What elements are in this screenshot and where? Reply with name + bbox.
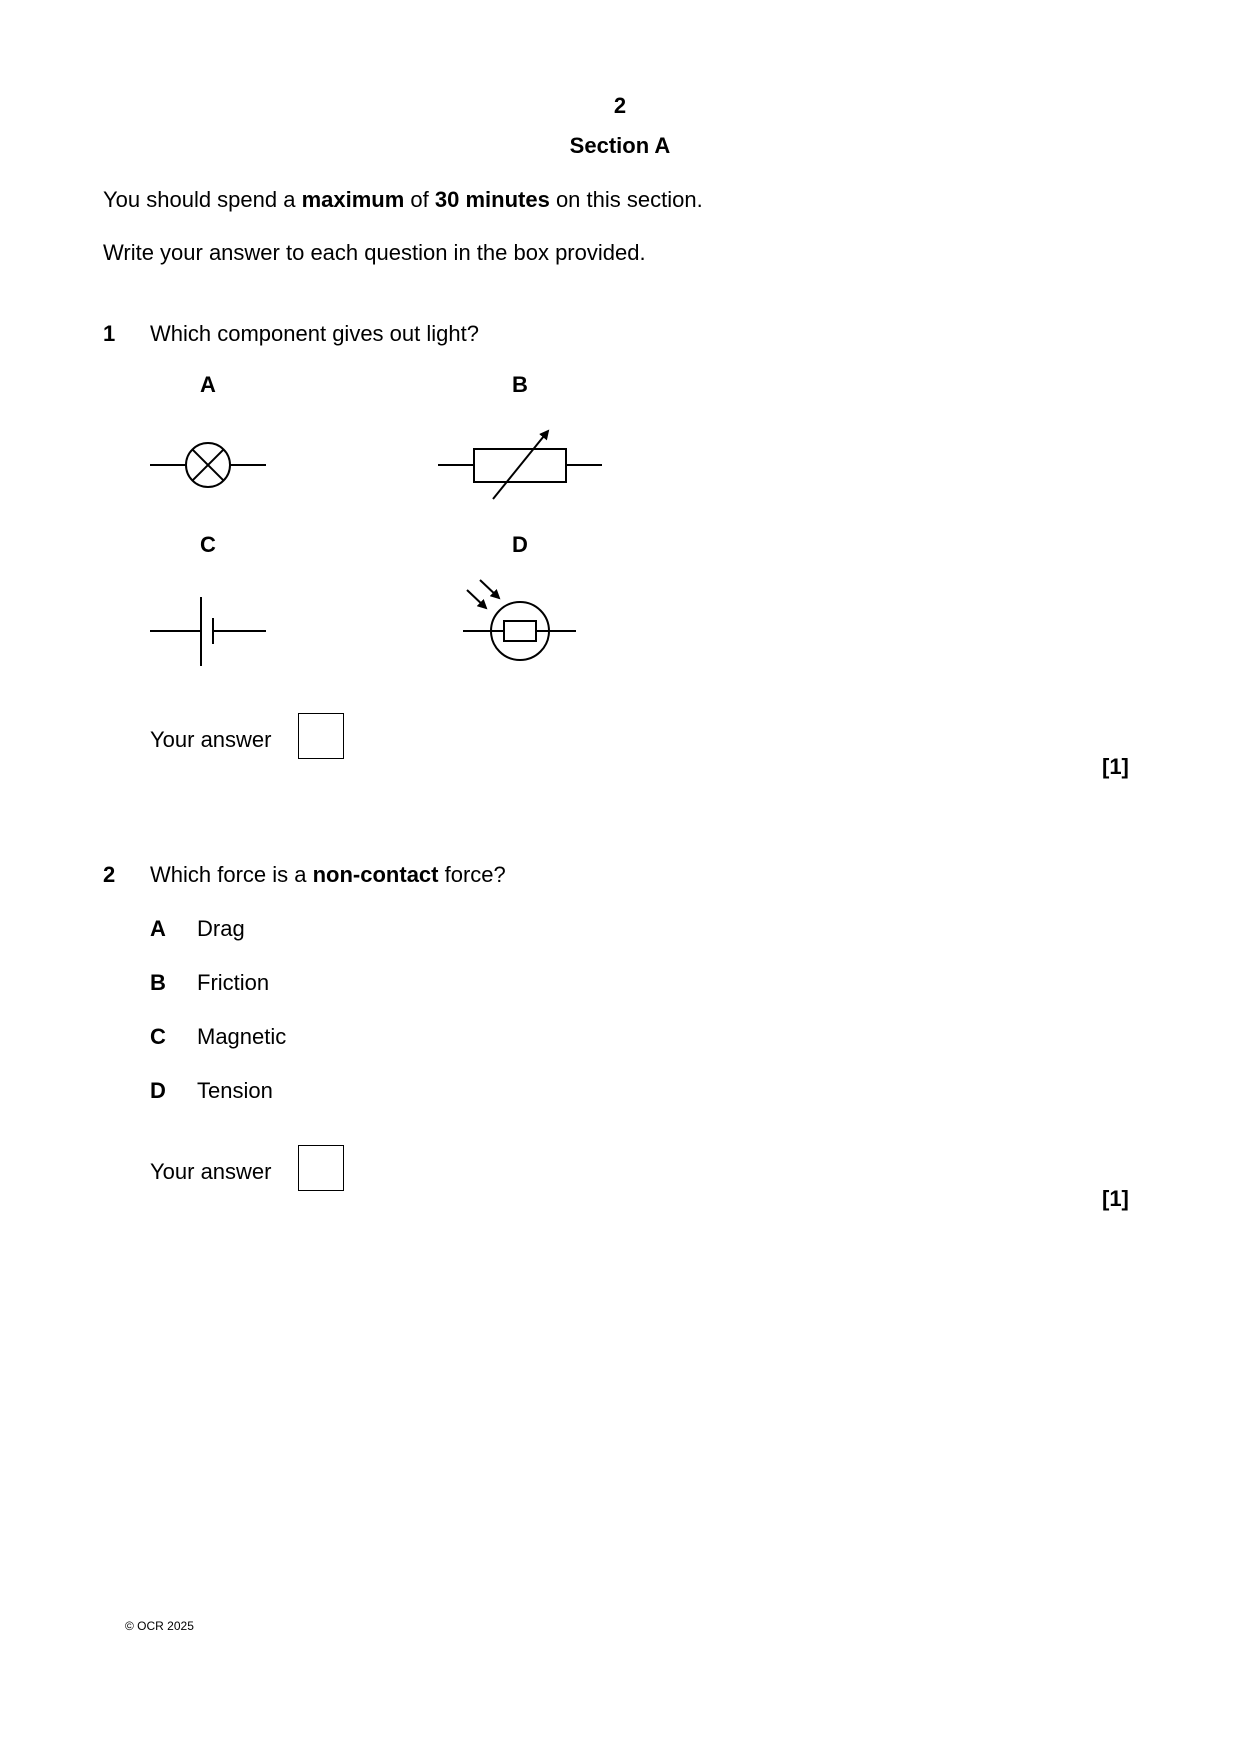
answer-label: Your answer <box>150 727 272 752</box>
option-letter: C <box>200 532 216 557</box>
question-number: 1 <box>103 321 116 346</box>
option-letter: B <box>512 372 528 397</box>
question-text: Which component gives out light? <box>150 321 479 346</box>
answer-box[interactable] <box>298 1145 344 1191</box>
question-number: 2 <box>103 862 116 887</box>
cell-symbol <box>150 597 266 666</box>
question-text-part: Which force is a <box>150 862 313 887</box>
option-letter: C <box>150 1024 166 1049</box>
instruction-text: of <box>404 187 435 212</box>
marks: [1] <box>1102 1186 1129 1211</box>
question-emphasis: non-contact <box>312 862 439 887</box>
ldr-symbol <box>463 580 576 660</box>
answer-box[interactable] <box>298 713 344 759</box>
instruction-emphasis: 30 minutes <box>434 187 550 212</box>
instruction-emphasis: maximum <box>301 187 405 212</box>
option-text: Drag <box>197 916 245 941</box>
option-letter: B <box>150 970 166 995</box>
answer-label: Your answer <box>150 1159 272 1184</box>
instruction-answer: Write your answer to each question in the box provided. <box>103 240 646 265</box>
option-letter: A <box>150 916 166 941</box>
variable-resistor-symbol <box>438 431 602 499</box>
option-letter: A <box>200 372 216 397</box>
instruction-text: You should spend a <box>103 187 302 212</box>
question-text-part: force? <box>438 862 506 887</box>
section-title: Section A <box>569 133 671 158</box>
marks: [1] <box>1102 754 1129 779</box>
page-number: 2 <box>613 93 627 118</box>
option-letter: D <box>150 1078 166 1103</box>
option-text: Friction <box>197 970 270 995</box>
option-text: Magnetic <box>197 1024 287 1049</box>
option-letter: D <box>512 532 528 557</box>
question-text <box>150 864 506 886</box>
option-text: Tension <box>197 1078 273 1103</box>
copyright-footer: © OCR 2025 <box>125 1619 194 1633</box>
instruction-text: on this section. <box>549 187 703 212</box>
lamp-symbol <box>150 443 266 487</box>
